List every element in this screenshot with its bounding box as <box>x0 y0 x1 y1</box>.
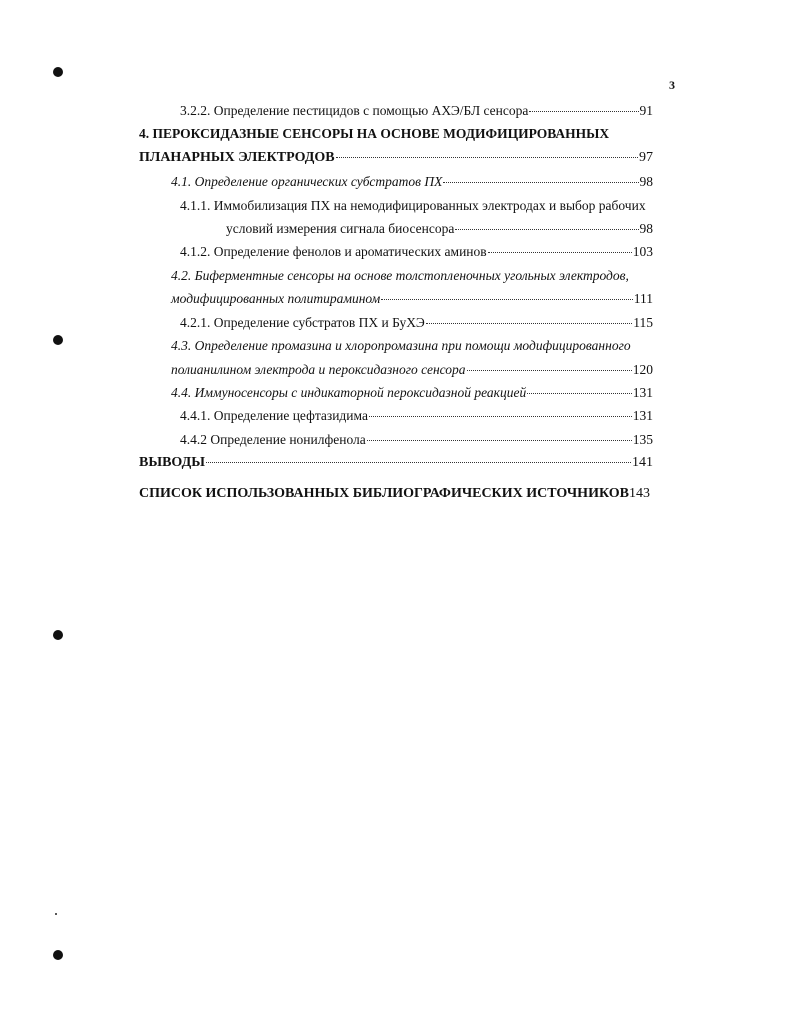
toc-entry-title: условий измерения сигнала биосенсора <box>226 221 455 236</box>
dot-leader <box>488 251 632 253</box>
binder-hole-mark <box>53 950 63 960</box>
page-number: 3 <box>669 78 675 92</box>
dot-leader <box>455 228 638 230</box>
toc-entry[interactable] <box>180 407 653 425</box>
toc-entry-page: 120 <box>632 362 653 377</box>
dot-leader <box>336 156 638 158</box>
toc-entry[interactable] <box>171 290 653 308</box>
toc-entry-title: 4.1. Определение органических субстратов ПХ <box>171 174 443 189</box>
toc-entry-title: 4.2.1. Определение субстратов ПХ и БуХЭ <box>180 315 425 330</box>
toc-entry-page: 111 <box>633 291 653 306</box>
toc-entry[interactable] <box>180 243 653 261</box>
toc-entry-title: 4.4.2 Определение нонилфенола <box>180 432 366 447</box>
dot-leader <box>381 298 633 300</box>
toc-entry-title: 4.4.1. Определение цефтазидима <box>180 408 368 423</box>
toc-entry-title[interactable]: 4.1.1. Иммобилизация ПХ на немодифицированных электродах и выбор рабочих <box>180 198 646 213</box>
toc-entry-page: 91 <box>639 103 653 118</box>
toc-entry-title[interactable]: 4.3. Определение промазина и хлоропромазина при помощи модифицированного <box>171 338 631 353</box>
toc-entry-title: полианилином электрода и пероксидазного сенсора <box>171 362 466 377</box>
toc-entry-page: 115 <box>633 315 653 330</box>
toc-entry-title: модифицированных политирамином <box>171 291 381 306</box>
toc-entry[interactable] <box>180 431 653 449</box>
dot-leader <box>206 461 631 463</box>
dot-leader <box>527 392 632 394</box>
toc-entry-page: 135 <box>632 432 653 447</box>
dot-leader <box>529 110 638 112</box>
toc-entry[interactable] <box>171 384 653 402</box>
toc-entry[interactable] <box>180 102 653 120</box>
toc-entry-page: 98 <box>639 174 653 189</box>
toc-entry-page: 103 <box>632 244 653 259</box>
toc-entry-title: 3.2.2. Определение пестицидов с помощью АХЭ/БЛ сенсора <box>180 103 529 118</box>
dot-leader <box>467 369 632 371</box>
scan-speck <box>55 913 57 915</box>
dot-leader <box>443 181 638 183</box>
binder-hole-mark <box>53 67 63 77</box>
toc-entry-title[interactable]: 4.2. Биферментные сенсоры на основе толстопленочных угольных электродов, <box>171 268 629 283</box>
toc-entry[interactable] <box>171 361 653 379</box>
toc-entry-title: 4.4. Иммуносенсоры с индикаторной пероксидазной реакцией <box>171 385 527 400</box>
dot-leader <box>426 322 633 324</box>
toc-entry-title: ВЫВОДЫ <box>139 455 205 470</box>
toc-entry-page: 143 <box>629 486 650 501</box>
toc-chapter-title[interactable]: 4. ПЕРОКСИДАЗНЫЕ СЕНСОРЫ НА ОСНОВЕ МОДИФИЦИРОВАННЫХ <box>139 126 610 141</box>
toc-entry-title: СПИСОК ИСПОЛЬЗОВАННЫХ БИБЛИОГРАФИЧЕСКИХ ИСТОЧНИКОВ <box>139 486 629 501</box>
binder-hole-mark <box>53 630 63 640</box>
toc-entry[interactable] <box>139 454 653 472</box>
toc-entry[interactable] <box>139 149 653 167</box>
toc-entry-title: 4.1.2. Определение фенолов и ароматических аминов <box>180 244 487 259</box>
toc-entry-title: ПЛАНАРНЫХ ЭЛЕКТРОДОВ <box>139 150 335 165</box>
toc-entry[interactable] <box>139 486 650 502</box>
toc-entry-page: 97 <box>639 150 653 165</box>
binder-hole-mark <box>53 335 63 345</box>
toc-entry[interactable] <box>180 314 653 332</box>
dot-leader <box>367 439 632 441</box>
toc-entry[interactable] <box>226 220 653 238</box>
toc-entry-page: 131 <box>632 408 653 423</box>
toc-entry-page: 131 <box>632 385 653 400</box>
dot-leader <box>369 415 632 417</box>
toc-entry-page: 141 <box>632 455 653 470</box>
toc-entry[interactable] <box>171 173 653 191</box>
toc-entry-page: 98 <box>639 221 653 236</box>
